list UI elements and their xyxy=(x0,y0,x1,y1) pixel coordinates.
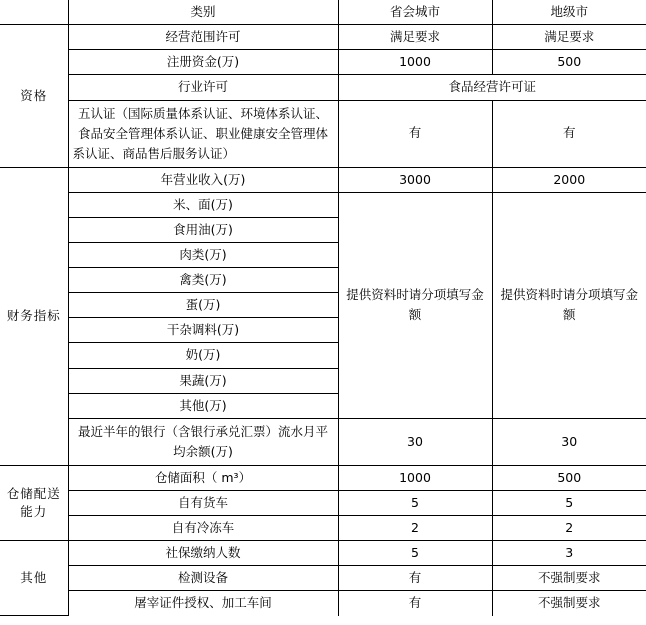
row-value-provincial: 3000 xyxy=(338,167,492,192)
row-value-provincial: 1000 xyxy=(338,465,492,490)
table-row xyxy=(0,50,646,75)
row-value-prefecture: 3 xyxy=(492,541,646,566)
row-value-provincial: 5 xyxy=(338,541,492,566)
row-value-prefecture-note: 提供资料时请分项填写金额 xyxy=(492,192,646,418)
row-item-label: 蛋(万) xyxy=(68,293,338,318)
row-item-label: 检测设备 xyxy=(68,566,338,591)
row-item-label: 果蔬(万) xyxy=(68,368,338,393)
row-item-label: 注册资金(万) xyxy=(68,50,338,75)
row-item-label: 肉类(万) xyxy=(68,242,338,267)
row-value-provincial: 有 xyxy=(338,100,492,167)
row-value-merged: 食品经营许可证 xyxy=(338,75,646,100)
table-row xyxy=(0,192,646,217)
row-value-provincial: 有 xyxy=(338,591,492,616)
row-value-provincial: 2 xyxy=(338,516,492,541)
row-value-prefecture: 有 xyxy=(492,100,646,167)
row-value-prefecture: 500 xyxy=(492,465,646,490)
table-row xyxy=(0,418,646,465)
row-item-label: 自有货车 xyxy=(68,490,338,515)
row-item-label: 经营范围许可 xyxy=(68,25,338,50)
table-header-row xyxy=(0,0,646,25)
row-value-prefecture: 不强制要求 xyxy=(492,566,646,591)
row-value-prefecture: 2000 xyxy=(492,167,646,192)
row-value-prefecture: 5 xyxy=(492,490,646,515)
header-cell-provincial: 省会城市 xyxy=(338,0,492,25)
row-item-label: 年营业收入(万) xyxy=(68,167,338,192)
row-value-provincial: 30 xyxy=(338,418,492,465)
row-value-provincial: 满足要求 xyxy=(338,25,492,50)
row-value-prefecture: 30 xyxy=(492,418,646,465)
row-item-label: 行业许可 xyxy=(68,75,338,100)
row-item-label: 社保缴纳人数 xyxy=(68,541,338,566)
row-value-prefecture: 不强制要求 xyxy=(492,591,646,616)
row-item-label: 最近半年的银行（含银行承兑汇票）流水月平均余额(万) xyxy=(68,418,338,465)
row-value-provincial: 5 xyxy=(338,490,492,515)
row-item-label: 自有冷冻车 xyxy=(68,516,338,541)
section-label-qualification: 资格 xyxy=(0,25,68,167)
row-item-label: 屠宰证件授权、加工车间 xyxy=(68,591,338,616)
row-item-label: 米、面(万) xyxy=(68,192,338,217)
row-value-prefecture: 满足要求 xyxy=(492,25,646,50)
header-cell-prefecture: 地级市 xyxy=(492,0,646,25)
header-cell-corner xyxy=(0,0,68,25)
row-item-label: 奶(万) xyxy=(68,343,338,368)
row-value-prefecture: 2 xyxy=(492,516,646,541)
row-value-provincial-note: 提供资料时请分项填写金额 xyxy=(338,192,492,418)
row-item-label: 禽类(万) xyxy=(68,268,338,293)
row-item-label: 食用油(万) xyxy=(68,217,338,242)
row-item-label: 其他(万) xyxy=(68,393,338,418)
section-label-other: 其他 xyxy=(0,541,68,616)
row-value-provincial: 1000 xyxy=(338,50,492,75)
table-row xyxy=(0,75,646,100)
table-row xyxy=(0,516,646,541)
table-row xyxy=(0,167,646,192)
table-row xyxy=(0,100,646,167)
row-value-prefecture: 500 xyxy=(492,50,646,75)
section-label-warehouse: 仓储配送能力 xyxy=(0,465,68,540)
table-row xyxy=(0,25,646,50)
table-row xyxy=(0,566,646,591)
row-item-label: 仓储面积（ m³） xyxy=(68,465,338,490)
table-row xyxy=(0,490,646,515)
row-value-provincial: 有 xyxy=(338,566,492,591)
row-item-label: 干杂调料(万) xyxy=(68,318,338,343)
section-label-financial: 财务指标 xyxy=(0,167,68,465)
row-item-label: 五认证（国际质量体系认证、环境体系认证、食品安全管理体系认证、职业健康安全管理体系认证、商品售后服务认证） xyxy=(68,100,338,167)
table-row xyxy=(0,541,646,566)
header-cell-category: 类别 xyxy=(68,0,338,25)
table-row xyxy=(0,465,646,490)
table-row xyxy=(0,591,646,616)
